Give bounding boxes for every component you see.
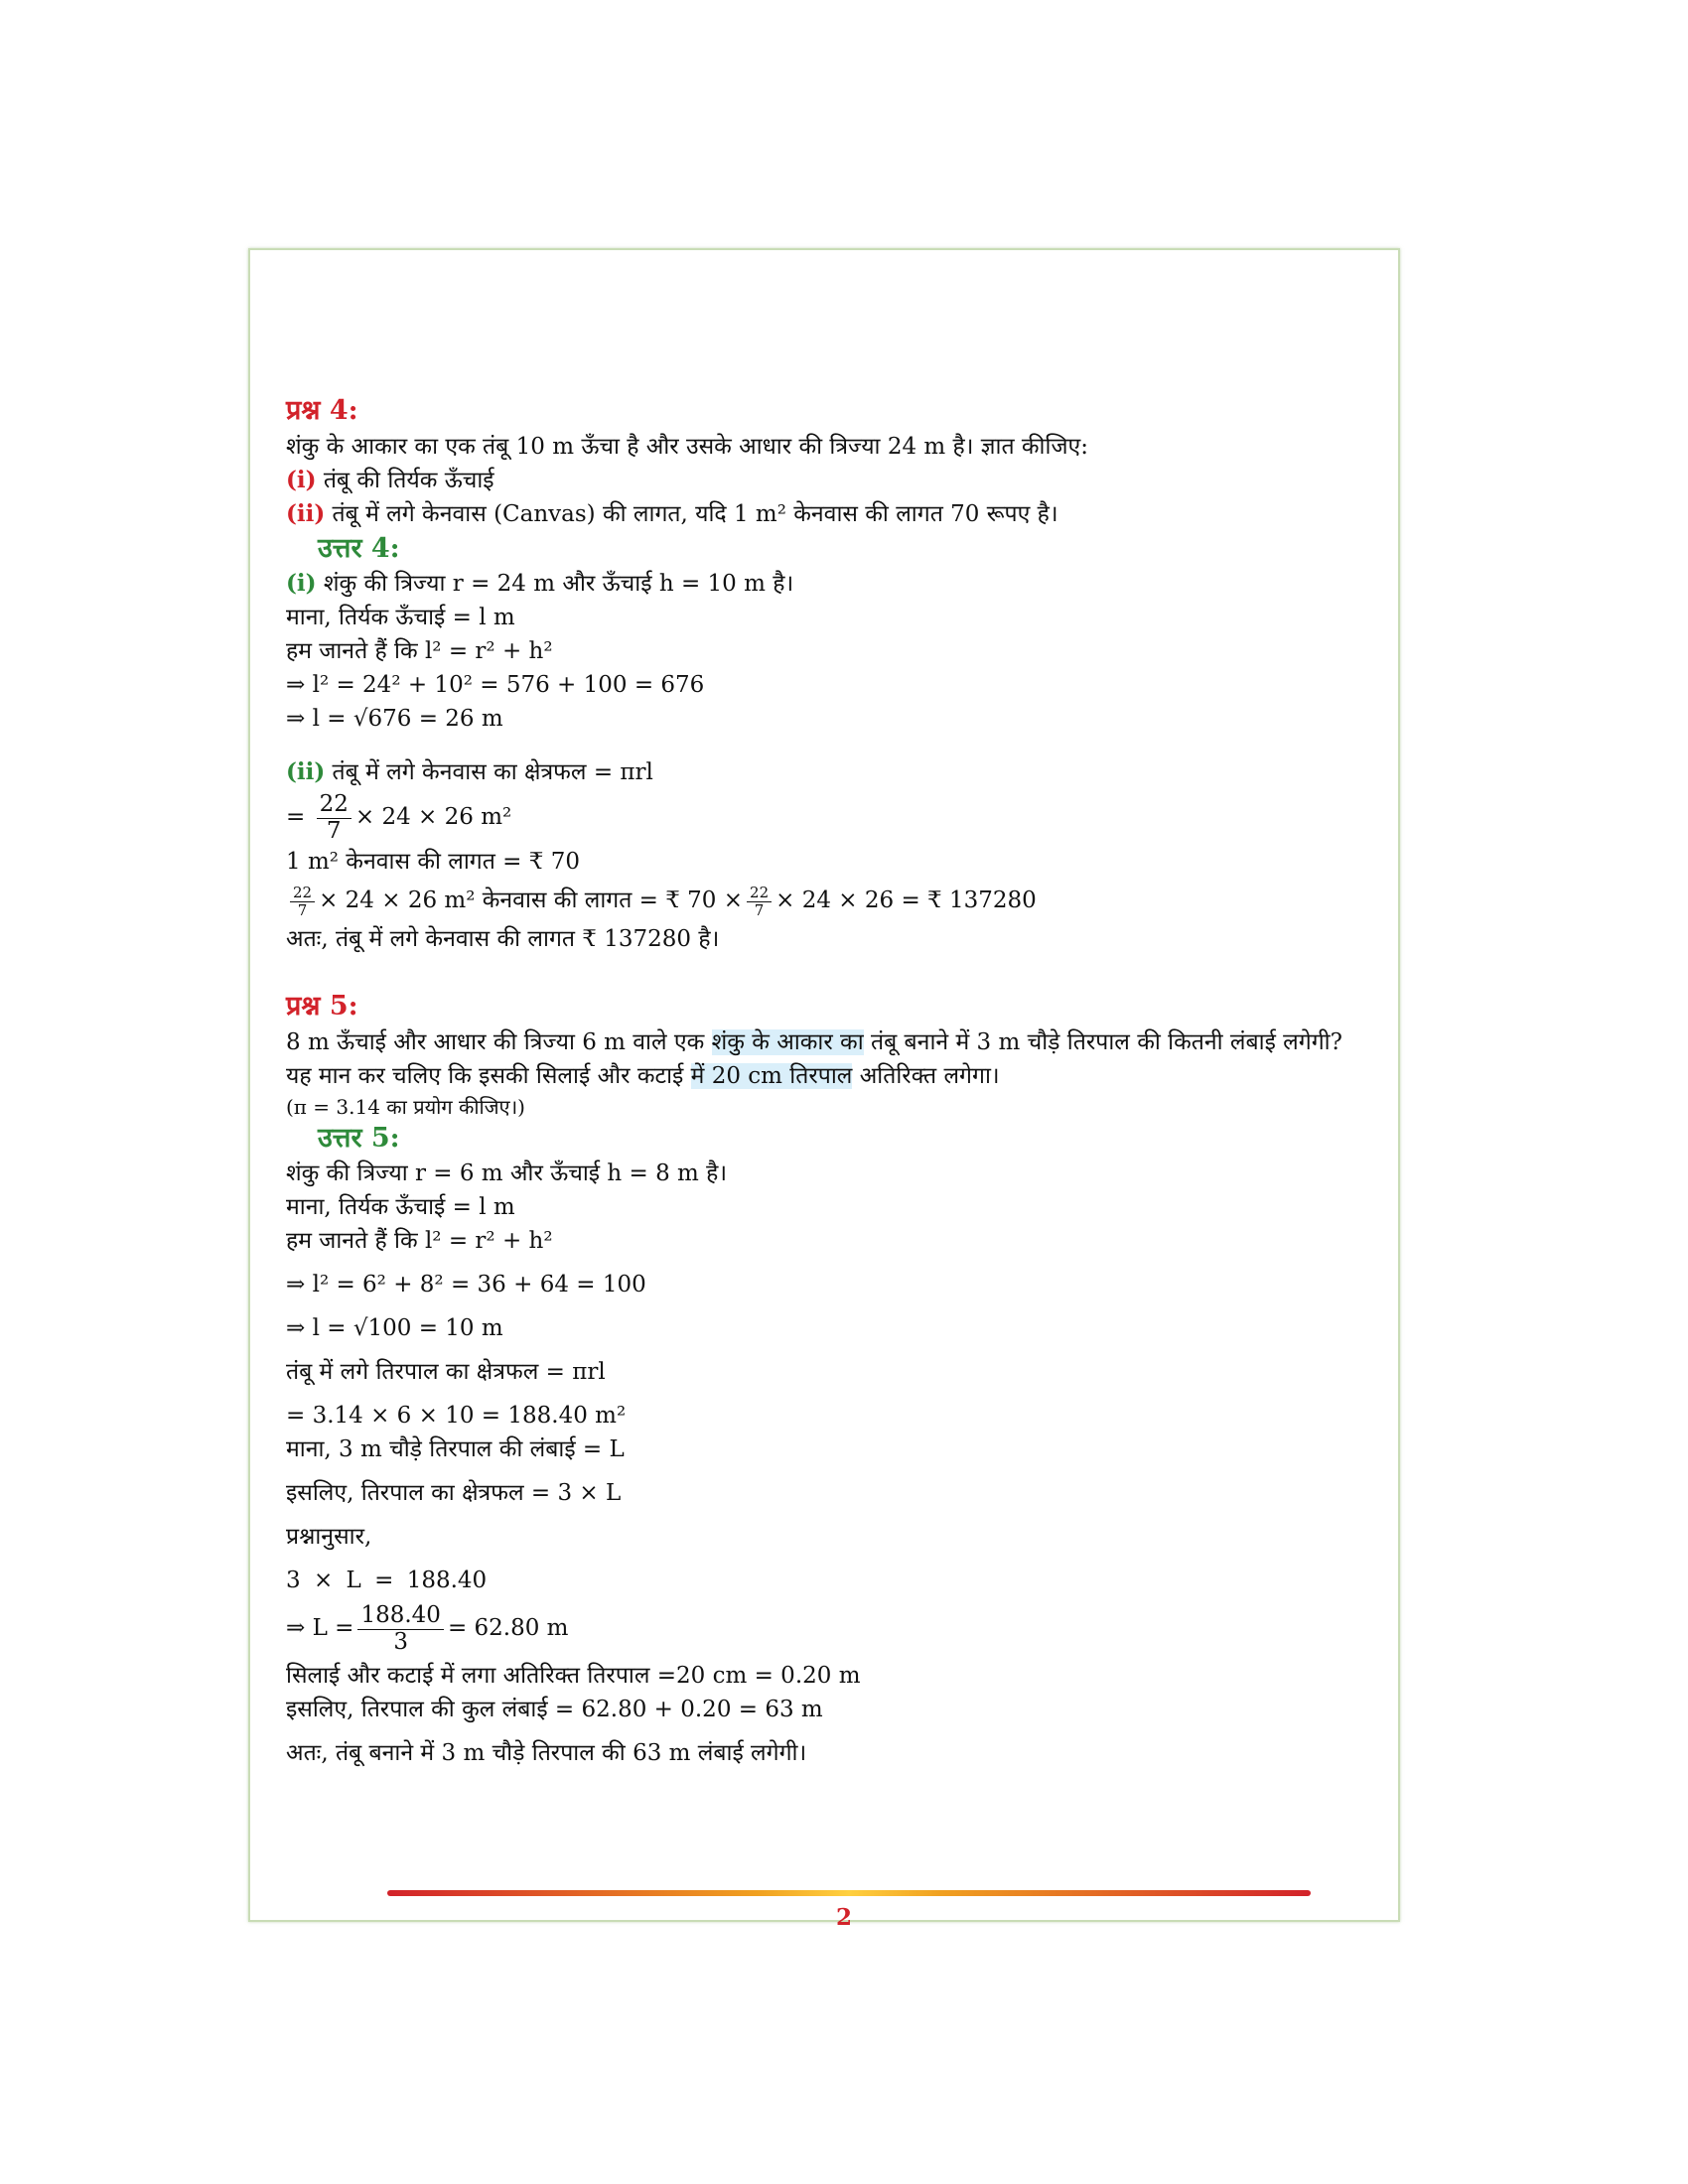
fraction: [317, 792, 352, 844]
answer-5-line: प्रश्नानुसार,: [286, 1524, 372, 1550]
part-text: तंबू में लगे केनवास (Canvas) की लागत, यदि 1 m² केनवास की लागत 70 रूपए है।: [325, 501, 1058, 527]
fraction-numerator: 188.40: [357, 1603, 443, 1629]
cost-result: × 24 × 26 = ₹ 137280: [775, 887, 1037, 913]
answer-5-line: माना, तिर्यक ऊँचाई = l m: [286, 1194, 515, 1220]
fraction-numerator: 22: [290, 885, 315, 902]
answer-4-line: ⇒ l² = 24² + 10² = 576 + 100 = 676: [286, 672, 705, 698]
fraction-denominator: 7: [297, 900, 308, 919]
answer-5-line: 3 × L = 188.40: [286, 1568, 488, 1593]
answer-5-fraction-line: [286, 1597, 1388, 1659]
answer-5-line: हम जानते हैं कि l² = r² + h²: [286, 1228, 553, 1254]
question-4-part-1: [286, 464, 1388, 497]
answer-4-line: हम जानते हैं कि l² = r² + h²: [286, 638, 553, 664]
page-number: 2: [835, 1904, 852, 1931]
answer-5-line: ⇒ l = √100 = 10 m: [286, 1315, 503, 1341]
answer-4-part-1: [286, 567, 1388, 601]
answer-4-cost-1: 1 m² केनवास की लागत = ₹ 70: [286, 849, 580, 875]
implies-expression: ⇒ L =: [286, 1615, 354, 1641]
answer-5-line: शंकु की त्रिज्या r = 6 m और ऊँचाई h = 8 m है।: [286, 1160, 728, 1186]
part-text: शंकु की त्रिज्या r = 24 m और ऊँचाई h = 10 m है।: [316, 571, 794, 597]
question-5-line-1: [286, 1025, 1388, 1059]
part-label: (ii): [286, 500, 326, 527]
fraction-denominator: 7: [326, 817, 342, 844]
answer-5-line: तंबू में लगे तिरपाल का क्षेत्रफल = πrl: [286, 1359, 606, 1385]
answer-5-line: = 3.14 × 6 × 10 = 188.40 m²: [286, 1403, 627, 1429]
area-expression: × 24 × 26 m²: [354, 804, 512, 830]
text-span: अतिरिक्त लगेगा।: [852, 1063, 1000, 1089]
text-span: तंबू बनाने में 3 m चौड़े तिरपाल की कितनी लंबाई लगेगी?: [863, 1029, 1342, 1055]
question-5-heading: प्रश्न 5:: [286, 991, 358, 1022]
answer-4-part-2: [286, 755, 1388, 789]
answer-4-line: ⇒ l = √676 = 26 m: [286, 706, 503, 732]
question-4-part-2: [286, 497, 1388, 531]
fraction: [290, 885, 315, 918]
answer-5-line: इसलिए, तिरपाल का क्षेत्रफल = 3 × L: [286, 1480, 622, 1506]
text-span: 8 m ऊँचाई और आधार की त्रिज्या 6 m वाले एक: [286, 1029, 712, 1055]
fraction-numerator: 22: [317, 792, 352, 818]
question-4-heading: प्रश्न 4:: [286, 395, 358, 426]
answer-5-line: ⇒ l² = 6² + 8² = 36 + 64 = 100: [286, 1272, 646, 1297]
part-label: (i): [286, 570, 317, 597]
page-content: [286, 392, 1388, 1770]
fraction-result: = 62.80 m: [447, 1615, 569, 1641]
fraction-denominator: 3: [393, 1628, 409, 1655]
part-text: तंबू में लगे केनवास का क्षेत्रफल = πrl: [325, 759, 653, 785]
fraction-numerator: 22: [747, 885, 772, 902]
answer-4-conclusion: अतः, तंबू में लगे केनवास की लागत ₹ 137280 है।: [286, 926, 720, 952]
answer-4-area: [286, 789, 1388, 845]
fraction: [747, 885, 772, 918]
footer-divider: [387, 1890, 1311, 1896]
highlighted-text: शंकु के आकार का: [711, 1029, 864, 1055]
text-span: यह मान कर चलिए कि इसकी सिलाई और कटाई: [286, 1063, 691, 1089]
fraction-denominator: 7: [754, 900, 765, 919]
answer-5-heading: उत्तर 5:: [318, 1123, 400, 1154]
answer-4-heading: उत्तर 4:: [318, 533, 400, 564]
answer-5-line: इसलिए, तिरपाल की कुल लंबाई = 62.80 + 0.20 = 63 m: [286, 1697, 823, 1722]
answer-4-cost-2: [286, 879, 1388, 922]
fraction: [357, 1603, 443, 1655]
answer-4-line: माना, तिर्यक ऊँचाई = l m: [286, 605, 515, 630]
cost-expression: × 24 × 26 m² केनवास की लागत = ₹ 70 ×: [319, 887, 744, 913]
answer-5-line: माना, 3 m चौड़े तिरपाल की लंबाई = L: [286, 1436, 625, 1462]
part-label: (ii): [286, 758, 326, 785]
question-4-text: शंकु के आकार का एक तंबू 10 m ऊँचा है और उसके आधार की त्रिज्या 24 m है। ज्ञात कीजिए:: [286, 434, 1088, 460]
question-5-line-3: (π = 3.14 का प्रयोग कीजिए।): [286, 1095, 525, 1119]
equals-sign: =: [286, 804, 313, 830]
question-5-line-2: [286, 1059, 1388, 1093]
highlighted-text: में 20 cm तिरपाल: [690, 1063, 853, 1089]
part-text: तंबू की तिर्यक ऊँचाई: [316, 468, 494, 493]
answer-5-conclusion: अतः, तंबू बनाने में 3 m चौड़े तिरपाल की 63 m लंबाई लगेगी।: [286, 1740, 807, 1766]
part-label: (i): [286, 467, 317, 493]
answer-5-line: सिलाई और कटाई में लगा अतिरिक्त तिरपाल =20 cm = 0.20 m: [286, 1663, 861, 1689]
